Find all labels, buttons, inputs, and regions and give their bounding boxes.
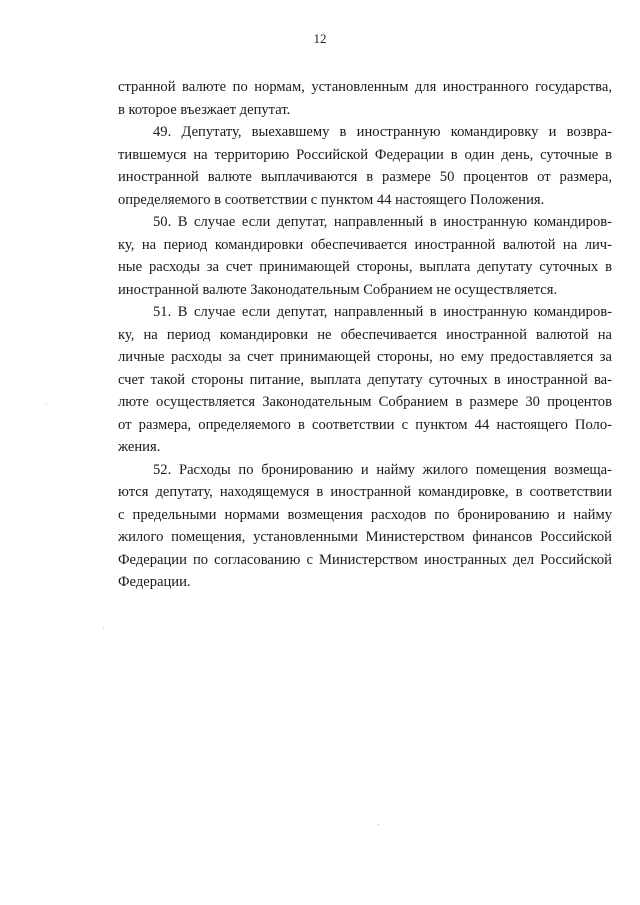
scan-speck bbox=[378, 824, 379, 825]
text-line: ются депутату, находящемуся в иностранной командировке, в соответствии bbox=[118, 484, 612, 500]
text-line: в которое въезжает депутат. bbox=[118, 101, 291, 118]
scan-speck bbox=[103, 627, 104, 628]
text-line: с предельными нормами возмещения расходов по бронированию и найму bbox=[118, 506, 612, 523]
text-line: 52. Расходы по бронированию и найму жилого помещения возмеща- bbox=[153, 461, 612, 478]
paragraph-52 bbox=[118, 459, 612, 594]
text-line: 49. Депутату, выехавшему в иностранную командировку и возвра- bbox=[153, 124, 612, 140]
paragraph-50 bbox=[118, 211, 612, 301]
text-line: ку, на период командировки не обеспечивается иностранной валютой на bbox=[118, 326, 612, 343]
paragraph-49 bbox=[118, 121, 612, 211]
text-line: ку, на период командировки обеспечивается иностранной валютой на лич- bbox=[118, 236, 612, 253]
page-number: 12 bbox=[313, 31, 327, 46]
text-line: счет такой стороны питание, выплата депутату суточных в иностранной ва- bbox=[118, 371, 612, 388]
text-line: жилого помещения, установленными Министерством финансов Российской bbox=[118, 529, 612, 545]
paragraph-continuation bbox=[118, 76, 612, 121]
text-line: личные расходы за счет принимающей стороны, но ему предоставляется за bbox=[118, 349, 612, 365]
text-line: 51. В случае если депутат, направленный в иностранную командиров- bbox=[153, 304, 612, 320]
scan-speck bbox=[46, 404, 47, 405]
text-line: жения. bbox=[118, 439, 161, 455]
text-line: ные расходы за счет принимающей стороны, выплата депутату суточных в bbox=[118, 259, 612, 275]
paragraph-51 bbox=[118, 301, 612, 459]
text-line: люте осуществляется Законодательным Собранием в размере 30 процентов bbox=[118, 394, 612, 410]
text-line: странной валюте по нормам, установленным для иностранного государства, bbox=[118, 79, 612, 95]
document-body bbox=[118, 76, 612, 594]
text-line: определяемого в соответствии с пунктом 44 настоящего Положения. bbox=[118, 191, 545, 208]
text-line: Федерации по согласованию с Министерством иностранных дел Российской bbox=[118, 551, 612, 568]
text-line: иностранной валюте выплачиваются в размере 50 процентов от размера, bbox=[118, 169, 612, 185]
text-line: от размера, определяемого в соответствии с пунктом 44 настоящего Поло- bbox=[118, 416, 612, 433]
text-line: иностранной валюте Законодательным Собранием не осуществляется. bbox=[118, 281, 558, 298]
text-line: Федерации. bbox=[118, 574, 191, 590]
text-line: 50. В случае если депутат, направленный в иностранную командиров- bbox=[153, 214, 612, 230]
text-line: тившемуся на территорию Российской Федерации в один день, суточные в bbox=[118, 146, 612, 163]
